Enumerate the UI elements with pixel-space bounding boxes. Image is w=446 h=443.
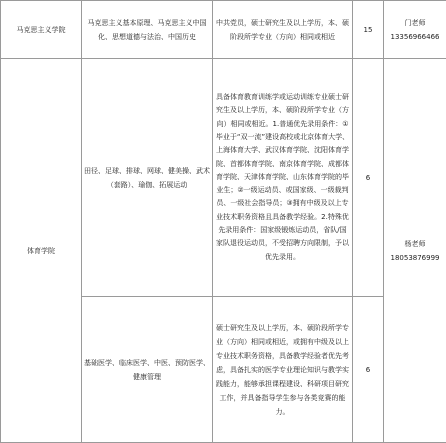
contact-phone: 18053876999 bbox=[391, 254, 440, 262]
count-cell: 6 bbox=[353, 59, 384, 297]
college-cell: 马克思主义学院 bbox=[1, 1, 82, 59]
table-row bbox=[1, 59, 446, 297]
contact-cell bbox=[384, 59, 446, 443]
college-cell: 体育学院 bbox=[1, 59, 82, 443]
discipline-cell: 基础医学、临床医学、中医、预防医学、健康管理 bbox=[82, 297, 213, 443]
requirements-cell: 中共党员，硕士研究生及以上学历，本、硕阶段所学专业（方向）相同或相近 bbox=[213, 1, 353, 59]
requirements-cell: 硕士研究生及以上学历，本、硕阶段所学专业（方向）相同或相近，或拥有中级及以上专业技术职务资格，具备教学经验者优先考虑，具备扎实的医学专业理论知识与教学实践能力，能够承担课程建设、科研项目研究工作，并具备指导学生参与各类竞赛的能力。 bbox=[213, 297, 353, 443]
table-row bbox=[1, 1, 446, 59]
count-cell: 15 bbox=[353, 1, 384, 59]
contact-cell bbox=[384, 1, 446, 59]
contact-name: 门老师 bbox=[405, 19, 426, 27]
discipline-cell: 田径、足球、排球、网球、健美操、武术（套路）、瑜伽、拓展运动 bbox=[82, 59, 213, 297]
discipline-cell: 马克思主义基本原理、马克思主义中国化、思想道德与法治、中国历史 bbox=[82, 1, 213, 59]
count-cell: 6 bbox=[353, 297, 384, 443]
requirements-cell: 具备体育教育训练学或运动训练专业硕士研究生及以上学历，本、硕阶段所学专业（方向）相同或相近。1.普通优先录用条件：①毕业于“双一流”建设高校或北京体育大学、上海体育大学、武汉体育学院、沈阳体育学院、首都体育学院、南京体育学院、成都体育学院、天津体育学院、山东体育学院的毕业生；②一级运动员、或国家级、一级裁判员、一级社会指导员；③拥有中级及以上专业技术职务资格且具备教学经验。2.特殊优先录用条件：国家级锻炼运动员，省队/国家队退役运动员，不受招聘方向限制，予以优先录用。 bbox=[213, 59, 353, 297]
contact-phone: 13356966466 bbox=[391, 33, 440, 41]
contact-name: 杨老师 bbox=[405, 240, 426, 248]
